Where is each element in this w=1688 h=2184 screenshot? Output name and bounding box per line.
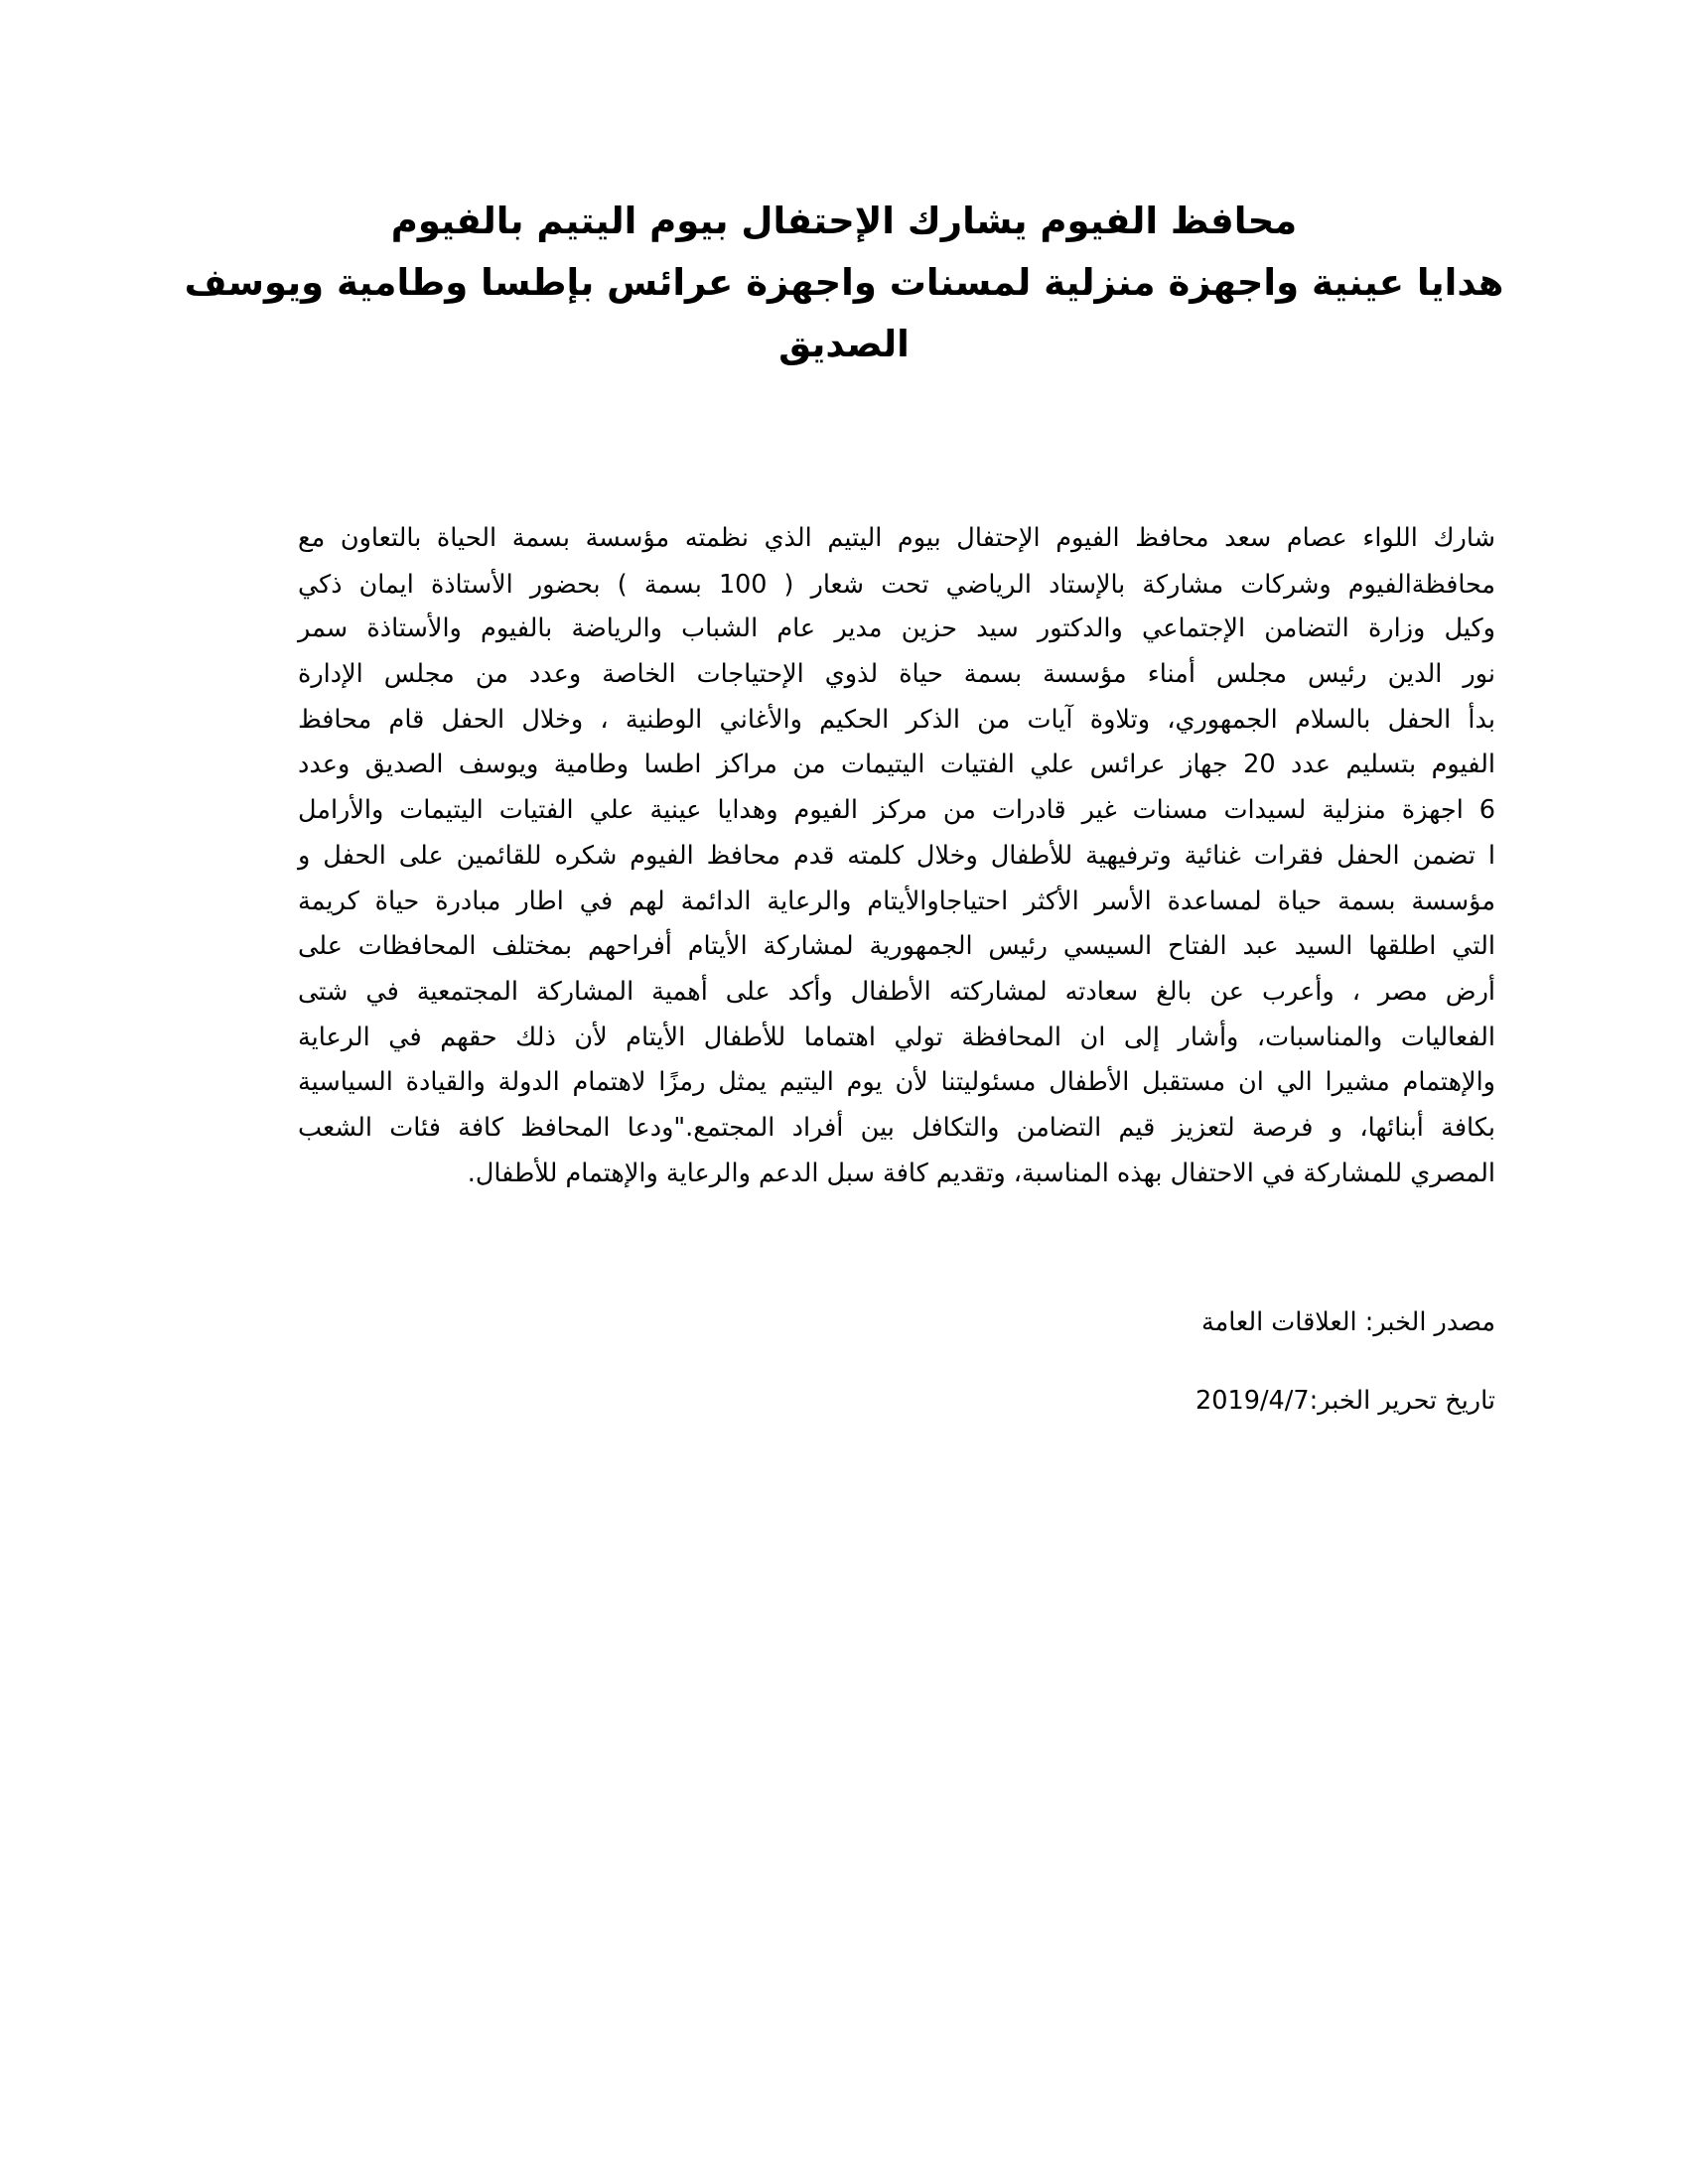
article-body: [298, 516, 1495, 1196]
body-line: ا تضمن الحفل فقرات غنائية وترفيهية للأطفال وخلال كلمته قدم محافظ الفيوم شكره للقائمين على الحفل و: [298, 840, 1495, 871]
body-line: 6 اجهزة منزلية لسيدات مسنات غير قادرات من مركز الفيوم وهدايا عينية علي الفتيات اليتيمات والأرامل: [298, 795, 1495, 826]
body-line: التي اطلقها السيد عبد الفتاح السيسي رئيس الجمهورية لمشاركة الأيتام أفراحهم بمختلف المحافظات على: [298, 931, 1495, 962]
body-line: الفيوم بتسليم عدد 20 جهاز عرائس علي الفتيات اليتيمات من مراكز اطسا وطامية ويوسف الصديق وعدد: [298, 750, 1495, 780]
body-line: نور الدين رئيس مجلس أمناء مؤسسة بسمة حياة لذوي الإحتياجات الخاصة وعدد من مجلس الإدارة: [298, 659, 1495, 690]
headline-line-2: هدايا عينية واجهزة منزلية لمسنات واجهزة عرائس بإطسا وطامية ويوسف: [184, 261, 1504, 304]
body-line: بدأ الحفل بالسلام الجمهوري، وتلاوة آيات من الذكر الحكيم والأغاني الوطنية ، وخلال الحفل قام محافظ: [298, 704, 1495, 735]
body-line: بكافة أبنائها، و فرصة لتعزيز قيم التضامن والتكافل بين أفراد المجتمع."ودعا المحافظ كافة فئات الشعب: [298, 1112, 1495, 1143]
headline-line-1: محافظ الفيوم يشارك الإحتفال بيوم اليتيم بالفيوم: [390, 200, 1298, 242]
headline-line-3: الصديق: [778, 323, 910, 365]
body-line: محافظةالفيوم وشركات مشاركة بالإستاد الرياضي تحت شعار ( 100 بسمة ) بحضور الأستاذة ايمان ذكي: [298, 568, 1496, 599]
body-line: وكيل وزارة التضامن الإجتماعي والدكتور سيد حزين مدير عام الشباب والرياضة بالفيوم والأستاذة سمر: [298, 614, 1495, 644]
body-line: أرض مصر ، وأعرب عن بالغ سعادته لمشاركته الأطفال وأكد على أهمية المشاركة المجتمعية في شتى: [298, 976, 1495, 1007]
body-line: الفعاليات والمناسبات، وأشار إلى ان المحافظة تولي اهتماما للأطفال الأيتام لأن ذلك حقهم في الرعاية: [298, 1022, 1495, 1052]
headline: [179, 191, 1509, 375]
body-line: شارك اللواء عصام سعد محافظ الفيوم الإحتفال بيوم اليتيم الذي نظمته مؤسسة بسمة الحياة بالتعاون مع: [298, 523, 1495, 553]
body-line: المصري للمشاركة في الاحتفال بهذه المناسبة، وتقديم كافة سبل الدعم والرعاية والإهتمام للأطفال.: [467, 1158, 1495, 1188]
news-source: مصدر الخبر: العلاقات العامة: [1200, 1307, 1495, 1337]
body-line: والإهتمام مشيرا الي ان مستقبل الأطفال مسئوليتنا لأن يوم اليتيم يمثل رمزًا لاهتمام الدولة والقيادة السياسية: [298, 1067, 1495, 1098]
body-line: مؤسسة بسمة حياة لمساعدة الأسر الأكثر احتياجاوالأيتام والرعاية الدائمة لهم في اطار مبادرة حياة كريمة: [298, 886, 1495, 916]
edit-date: تاريخ تحرير الخبر:2019/4/7: [1196, 1386, 1495, 1416]
